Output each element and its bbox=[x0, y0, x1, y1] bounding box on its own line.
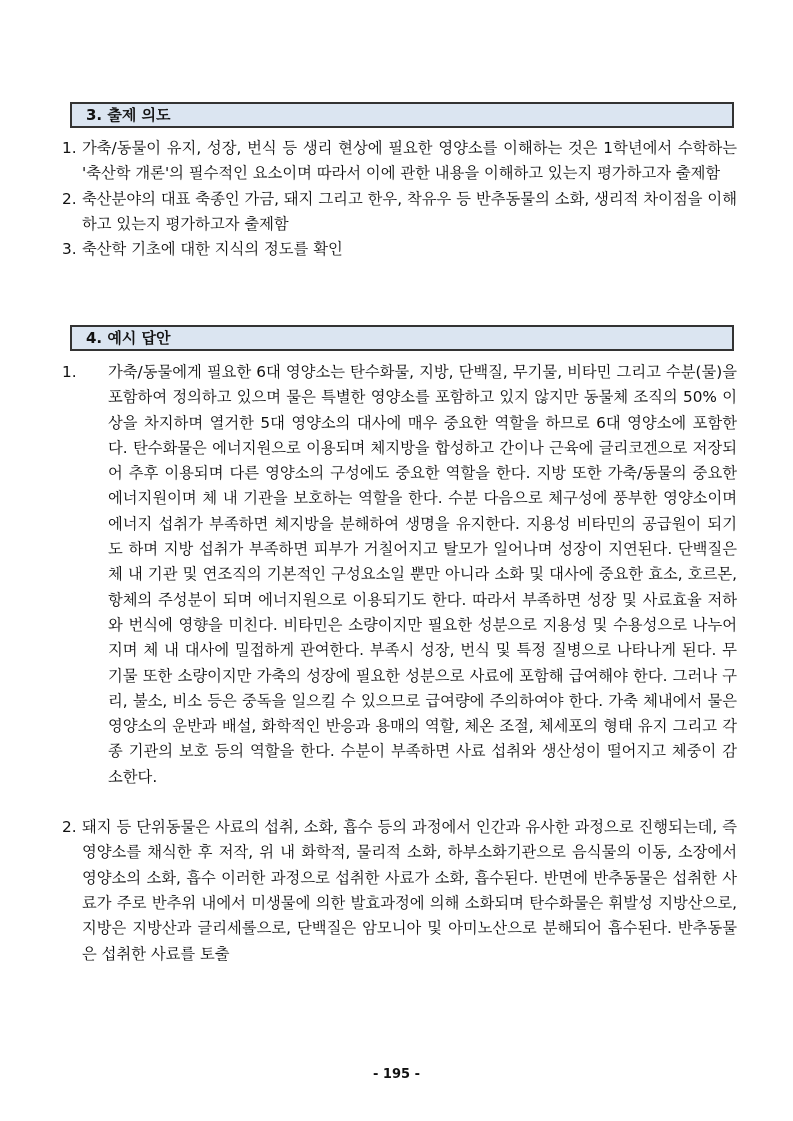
item-text: 가축/동물에게 필요한 6대 영양소는 탄수화물, 지방, 단백질, 무기물, 비타민 그리고 수분(물)을 포함하여 정의하고 있으며 물은 특별한 영양소를 포함하고 있지 않지만 동물체 조직의 50% 이상을 차지하며 열거한 5대 영양소의 대사에 매우 중요한 역할을 하므로 6대 영양소에 포함한다. 탄수화물은 에너지원으로 이용되며 체지방을 합성하고 간이나 근육에 글리코겐으로 저장되어 추후 이용되며 다른 영양소의 구성에도 중요한 역할을 한다. 지방 또한 가축/동물의 중요한 에너지원이며 체 내 기관을 보호하는 역할을 한다. 수분 다음으로 체구성에 풍부한 영양소이며 에너지 섭취가 부족하면 체지방을 분해하여 생명을 유지한다. 지용성 비타민의 공급원이 되기도 하며 지방 섭취가 부족하면 피부가 거칠어지고 탈모가 일어나며 성장이 지연된다. 단백질은 체 내 기관 및 연조직의 기본적인 구성요소일 뿐만 아니라 소화 및 대사에 중요한 효소, 호르몬, 항체의 주성분이 되며 에너지원으로 이용되기도 한다. 따라서 부족하면 성장 및 사료효율 저하와 번식에 영향을 미친다. 비타민은 소량이지만 필요한 성분으로 지용성 및 수용성으로 나누어지며 체 내 대사에 밀접하게 관여한다. 부족시 성장, 번식 및 특정 질병으로 나타나게 된다. 무기물 또한 소량이지만 가축의 성장에 필요한 성분으로 사료에 포함해 급여해야 한다. 그러나 구리, 불소, 비소 등은 중독을 일으킬 수 있으므로 급여량에 주의하여야 한다. 가축 체내에서 물은 영양소의 운반과 배설, 화학적인 반응과 용매의 역할, 체온 조절, 체세포의 형태 유지 그리고 각종 기관의 보호 등의 역할을 한다. 수분이 부족하면 사료 섭취와 생산성이 떨어지고 체중이 감소한다. bbox=[108, 363, 737, 786]
item-number: 3. bbox=[62, 240, 77, 259]
section-3-list bbox=[62, 136, 737, 262]
item-text: 돼지 등 단위동물은 사료의 섭취, 소화, 흡수 등의 과정에서 인간과 유사한 과정으로 진행되는데, 즉 영양소를 채식한 후 저작, 위 내 화학적, 물리적 소화, 하부소화기관으로 음식물의 이동, 소장에서 영양소의 소화, 흡수 이러한 과정으로 섭취한 사료가 소화, 흡수된다. 반면에 반추동물은 섭취한 사료가 주로 반추위 내에서 미생물에 의한 발효과정에 의해 소화되며 탄수화물은 휘발성 지방산으로, 지방은 지방산과 글리세롤으로, 단백질은 암모니아 및 아미노산으로 분해되어 흡수된다. 반추동물은 섭취한 사료를 토출 bbox=[82, 818, 737, 963]
list-item bbox=[62, 815, 737, 967]
list-item bbox=[62, 136, 737, 187]
item-number: 2. bbox=[62, 818, 77, 837]
item-text: 축산분야의 대표 축종인 가금, 돼지 그리고 한우, 착유우 등 반추동물의 소화, 생리적 차이점을 이해하고 있는지 평가하고자 출제함 bbox=[82, 189, 737, 233]
section-4-list bbox=[62, 360, 737, 967]
section-3-header: 3. 출제 의도 bbox=[70, 102, 734, 128]
list-item bbox=[62, 237, 737, 262]
item-number: 1. bbox=[62, 363, 77, 381]
item-text: 가축/동물이 유지, 성장, 번식 등 생리 현상에 필요한 영양소를 이해하는 것은 1학년에서 수학하는 '축산학 개론'의 필수적인 요소이며 따라서 이에 관한 내용을 이해하고 있는지 평가하고자 출제함 bbox=[82, 139, 737, 183]
item-number: 1. bbox=[62, 139, 77, 157]
item-number: 2. bbox=[62, 189, 77, 208]
item-text: 축산학 기초에 대한 지식의 정도를 확인 bbox=[82, 240, 343, 259]
page-number: - 195 - bbox=[373, 1067, 420, 1082]
list-item bbox=[62, 187, 737, 238]
list-item bbox=[62, 360, 737, 790]
section-4-header: 4. 예시 답안 bbox=[70, 325, 734, 351]
